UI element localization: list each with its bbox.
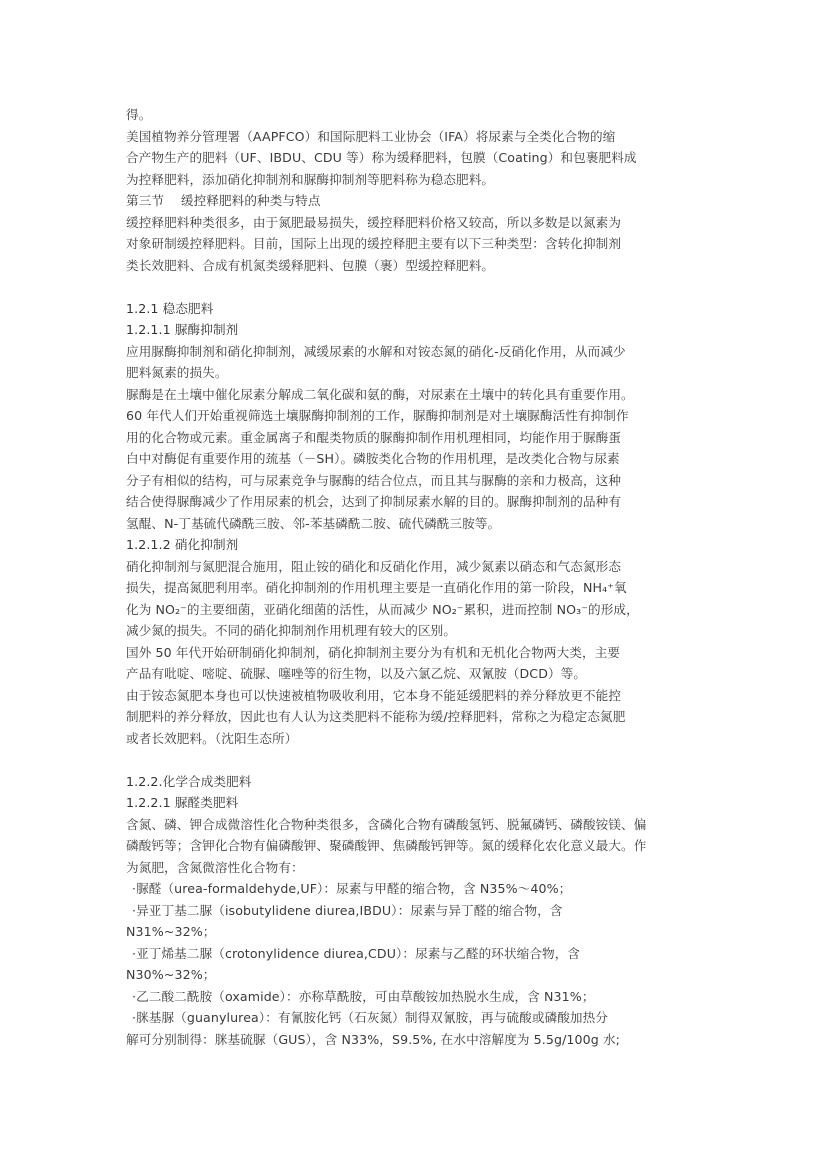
text-line: 磷酸钙等；含钾化合物有偏磷酸钾、聚磷酸钾、焦磷酸钙钾等。氮的缓释化农化意义最大。作 xyxy=(126,838,647,853)
text-line: 合产物生产的肥料（UF、IBDU、CDU 等）称为缓释肥料，包膜（Coating）和包裹肥料成 xyxy=(126,150,637,165)
text-line: 制肥料的养分释放，因此也有人认为这类肥料不能称为缓/控释肥料，常称之为稳定态氮肥 xyxy=(126,709,626,724)
text-line: 白中对酶促有重要作用的巯基（－SH）。磷胺类化合物的作用机理，是改类化合物与尿素 xyxy=(126,451,620,466)
text-line: 硝化抑制剂与氮肥混合施用，阻止铵的硝化和反硝化作用，减少氮素以硝态和气态氮形态 xyxy=(126,558,622,574)
text-line: 或者长效肥料。（沈阳生态所） xyxy=(126,730,298,746)
text-line: 为控释肥料，添加硝化抑制剂和脲酶抑制剂等肥料称为稳态肥料。 xyxy=(126,171,495,187)
document-body xyxy=(126,104,706,1050)
text-line: 结合使得脲酶减少了作用尿素的机会，达到了抑制尿素水解的目的。脲酶抑制剂的品种有 xyxy=(126,494,622,509)
blank-line xyxy=(126,276,706,298)
list-item: ·脒基脲（guanylurea）：有氰胺化钙（石灰氮）制得双氰胺，再与硫酸或磷酸加热分 xyxy=(132,1010,608,1025)
text-line: 减少氮的损失。不同的硝化抑制剂作用机理有较大的区别。 xyxy=(126,623,457,638)
text-line: 应用脲酶抑制剂和硝化抑制剂，减缓尿素的水解和对铵态氮的硝化-反硝化作用，从而减少 xyxy=(126,343,626,359)
subsection-heading: 1.2.2.化学合成类肥料 xyxy=(126,773,252,789)
list-item: ·亚丁烯基二脲（crotonylidence diurea,CDU）：尿素与乙醛的环状缩合物，含 xyxy=(132,945,581,961)
subsection-heading: 1.2.2.1 脲醛类肥料 xyxy=(126,795,239,810)
text-line: 脲酶是在土壤中催化尿素分解成二氧化碳和氨的酶，对尿素在土壤中的转化具有重要作用。 xyxy=(126,386,634,402)
list-item-continuation: 解可分别制得：脒基硫脲（GUS），含 N33%，S9.5%, 在水中溶解度为 5.5g/100g 水; xyxy=(126,1031,620,1047)
text-line: 对象研制缓控释肥料。目前，国际上出现的缓控释肥主要有以下三种类型：含转化抑制剂 xyxy=(126,236,622,251)
section-heading: 第三节 缓控释肥料的种类与特点 xyxy=(126,193,321,208)
list-item: ·乙二酸二酰胺（oxamide）：亦称草酰胺，可由草酸铵加热脱水生成，含 N31%； xyxy=(132,988,595,1004)
list-item-continuation: N31%~32%； xyxy=(126,924,216,939)
list-item: ·脲醛（urea-formaldehyde,UF）：尿素与甲醛的缩合物，含 N35%～40%； xyxy=(132,881,572,896)
blank-line xyxy=(126,749,706,771)
text-line: 缓控释肥料种类很多，由于氮肥最易损失，缓控释肥料价格又较高，所以多数是以氮素为 xyxy=(126,214,622,230)
subsection-heading: 1.2.1 稳态肥料 xyxy=(126,300,214,316)
text-line: 得。 xyxy=(126,107,152,122)
subsection-heading: 1.2.1.2 硝化抑制剂 xyxy=(126,537,239,552)
list-item-continuation: N30%~32%； xyxy=(126,967,216,982)
text-line: 国外 50 年代开始研制硝化抑制剂，硝化抑制剂主要分为有机和无机化合物两大类，主要 xyxy=(126,644,621,660)
text-line: 60 年代人们开始重视筛选土壤脲酶抑制剂的工作，脲酶抑制剂是对土壤脲酶活性有抑制作 xyxy=(126,408,629,423)
text-line: 由于铵态氮肥本身也可以快速被植物吸收利用，它本身不能延缓肥料的养分释放更不能控 xyxy=(126,687,622,703)
text-line: 产品有吡啶、嘧啶、硫脲、噻唑等的衍生物，以及六氯乙烷、双氰胺（DCD）等。 xyxy=(126,666,587,681)
list-item: ·异亚丁基二脲（isobutylidene diurea,IBDU）：尿素与异丁醛的缩合物，含 xyxy=(132,902,563,918)
text-line: 为氮肥，含氮微溶性化合物有： xyxy=(126,859,304,875)
text-line: 含氮、磷、钾合成微溶性化合物种类很多，含磷化合物有磷酸氢钙、脱氟磷钙、磷酸铵镁、偏 xyxy=(126,816,647,832)
subsection-heading: 1.2.1.1 脲酶抑制剂 xyxy=(126,322,239,337)
text-line: 化为 NO₂⁻的主要细菌，亚硝化细菌的活性，从而减少 NO₂⁻累积，进而控制 NO₃⁻的形成， xyxy=(126,601,639,617)
text-line: 用的化合物或元素。重金属离子和醌类物质的脲酶抑制作用机理相同，均能作用于脲酶蛋 xyxy=(126,429,622,445)
text-line: 氢醌、N-丁基硫代磷酰三胺、邻-苯基磷酰二胺、硫代磷酰三胺等。 xyxy=(126,515,501,531)
text-line: 美国植物养分管理署（AAPFCO）和国际肥料工业协会（IFA）将尿素与全类化合物的缩 xyxy=(126,128,616,144)
text-line: 类长效肥料、合成有机氮类缓释肥料、包膜（裹）型缓控释肥料。 xyxy=(126,257,495,273)
text-line: 肥料氮素的损失。 xyxy=(126,365,228,380)
text-line: 分子有相似的结构，可与尿素竞争与脲酶的结合位点，而且其与脲酶的亲和力极高，这种 xyxy=(126,472,622,488)
text-line: 损失，提高氮肥利用率。硝化抑制剂的作用机理主要是一直硝化作用的第一阶段，NH₄⁺氧 xyxy=(126,580,627,595)
